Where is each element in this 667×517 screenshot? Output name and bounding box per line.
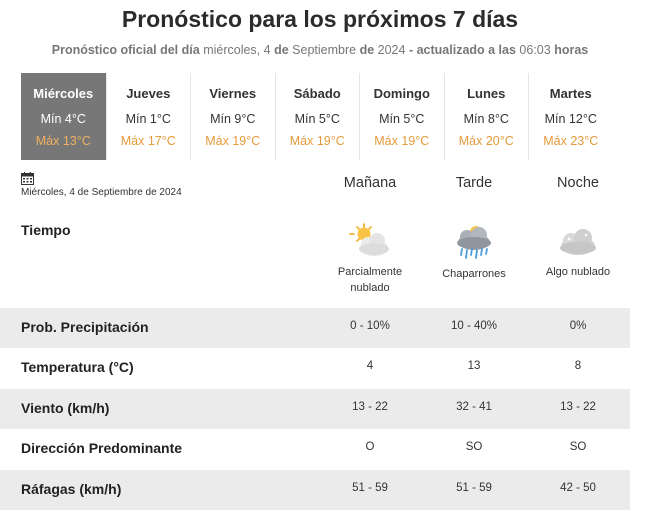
showers-icon (452, 222, 496, 262)
row-precipitacion (0, 308, 630, 348)
row-value-manana: O (365, 441, 375, 453)
row-value-manana: 51 - 59 (352, 482, 388, 494)
day-max-temp: Máx 13°C (35, 134, 91, 148)
row-value-noche: 42 - 50 (560, 482, 596, 494)
row-value-tarde: 13 (467, 360, 481, 372)
weather-desc: Algo nublado (545, 266, 611, 278)
row-value-noche: 13 - 22 (560, 401, 596, 413)
day-min-temp: Mín 1°C (125, 112, 171, 126)
night-cloudy-icon (556, 222, 600, 260)
row-value-tarde: 51 - 59 (456, 482, 492, 494)
row-viento (0, 389, 630, 429)
day-tab-viernes[interactable] (190, 73, 275, 160)
calendar-icon (21, 172, 34, 185)
forecast-subtitle: Pronóstico oficial del día miércoles, 4 de Septiembre de 2024 - actualizado a las 06:03 horas (51, 43, 589, 57)
day-name: Jueves (126, 86, 171, 101)
subtitle-prefix: Pronóstico oficial del día (51, 43, 200, 57)
day-tab-domingo[interactable] (359, 73, 444, 160)
row-value-manana: 0 - 10% (350, 320, 390, 332)
weather-desc: Parcialmente nublado (337, 266, 403, 294)
subtitle-year: 2024 (377, 43, 406, 57)
day-max-temp: Máx 19°C (205, 134, 261, 148)
tiempo-label: Tiempo (21, 222, 71, 238)
subtitle-hours: horas (554, 43, 589, 57)
day-tab-miercoles[interactable] (21, 73, 106, 160)
subtitle-weekday: miércoles (203, 43, 257, 57)
day-name: Sábado (293, 86, 341, 101)
day-name: Domingo (373, 86, 430, 101)
day-max-temp: Máx 19°C (289, 134, 345, 148)
subtitle-de2: de (359, 43, 375, 57)
day-min-temp: Mín 12°C (544, 112, 597, 126)
row-value-noche: 8 (574, 360, 582, 372)
subtitle-updated: - actualizado a las (408, 43, 516, 57)
day-name: Martes (549, 86, 592, 101)
weather-noche (526, 222, 630, 280)
row-temperatura (0, 348, 630, 388)
day-min-temp: Mín 5°C (294, 112, 340, 126)
page-title: Pronóstico para los próximos 7 días (121, 6, 519, 32)
day-name: Viernes (209, 86, 257, 101)
row-label: Temperatura (°C) (21, 359, 134, 375)
day-min-temp: Mín 8°C (463, 112, 509, 126)
row-value-manana: 4 (366, 360, 374, 372)
row-rafagas (0, 470, 630, 510)
subtitle-day: 4 (263, 43, 271, 57)
row-value-tarde: SO (465, 441, 483, 453)
day-tab-martes[interactable] (528, 73, 613, 160)
day-tab-jueves[interactable] (106, 73, 191, 160)
day-name: Lunes (467, 86, 506, 101)
row-label: Dirección Predominante (21, 440, 183, 456)
day-max-temp: Máx 17°C (120, 134, 176, 148)
day-tab-sabado[interactable] (275, 73, 360, 160)
row-label: Prob. Precipitación (21, 319, 149, 335)
subtitle-de1: de (274, 43, 289, 57)
day-tab-lunes[interactable] (444, 73, 529, 160)
weather-tarde (422, 222, 526, 282)
day-name: Miércoles (33, 86, 94, 101)
day-max-temp: Máx 19°C (374, 134, 430, 148)
row-label: Ráfagas (km/h) (21, 481, 122, 497)
period-manana: Mañana (343, 175, 397, 191)
partly-cloudy-icon (348, 222, 392, 260)
selected-date: Miércoles, 4 de Septiembre de 2024 (21, 187, 182, 198)
day-max-temp: Máx 23°C (543, 134, 599, 148)
row-direccion (0, 429, 630, 469)
day-tabs (21, 73, 613, 160)
subtitle-month: Septiembre (292, 43, 357, 57)
subtitle-time: 06:03 (519, 43, 551, 57)
weather-manana (318, 222, 422, 296)
day-min-temp: Mín 4°C (40, 112, 86, 126)
period-noche: Noche (557, 175, 599, 191)
row-value-manana: 13 - 22 (352, 401, 388, 413)
row-value-noche: 0% (569, 320, 587, 332)
row-value-tarde: 10 - 40% (450, 320, 498, 332)
weather-desc: Chaparrones (442, 268, 506, 280)
row-value-tarde: 32 - 41 (456, 401, 492, 413)
row-value-noche: SO (569, 441, 587, 453)
day-min-temp: Mín 5°C (379, 112, 425, 126)
period-tarde: Tarde (455, 175, 493, 191)
day-max-temp: Máx 20°C (458, 134, 514, 148)
row-label: Viento (km/h) (21, 400, 110, 416)
day-min-temp: Mín 9°C (210, 112, 256, 126)
